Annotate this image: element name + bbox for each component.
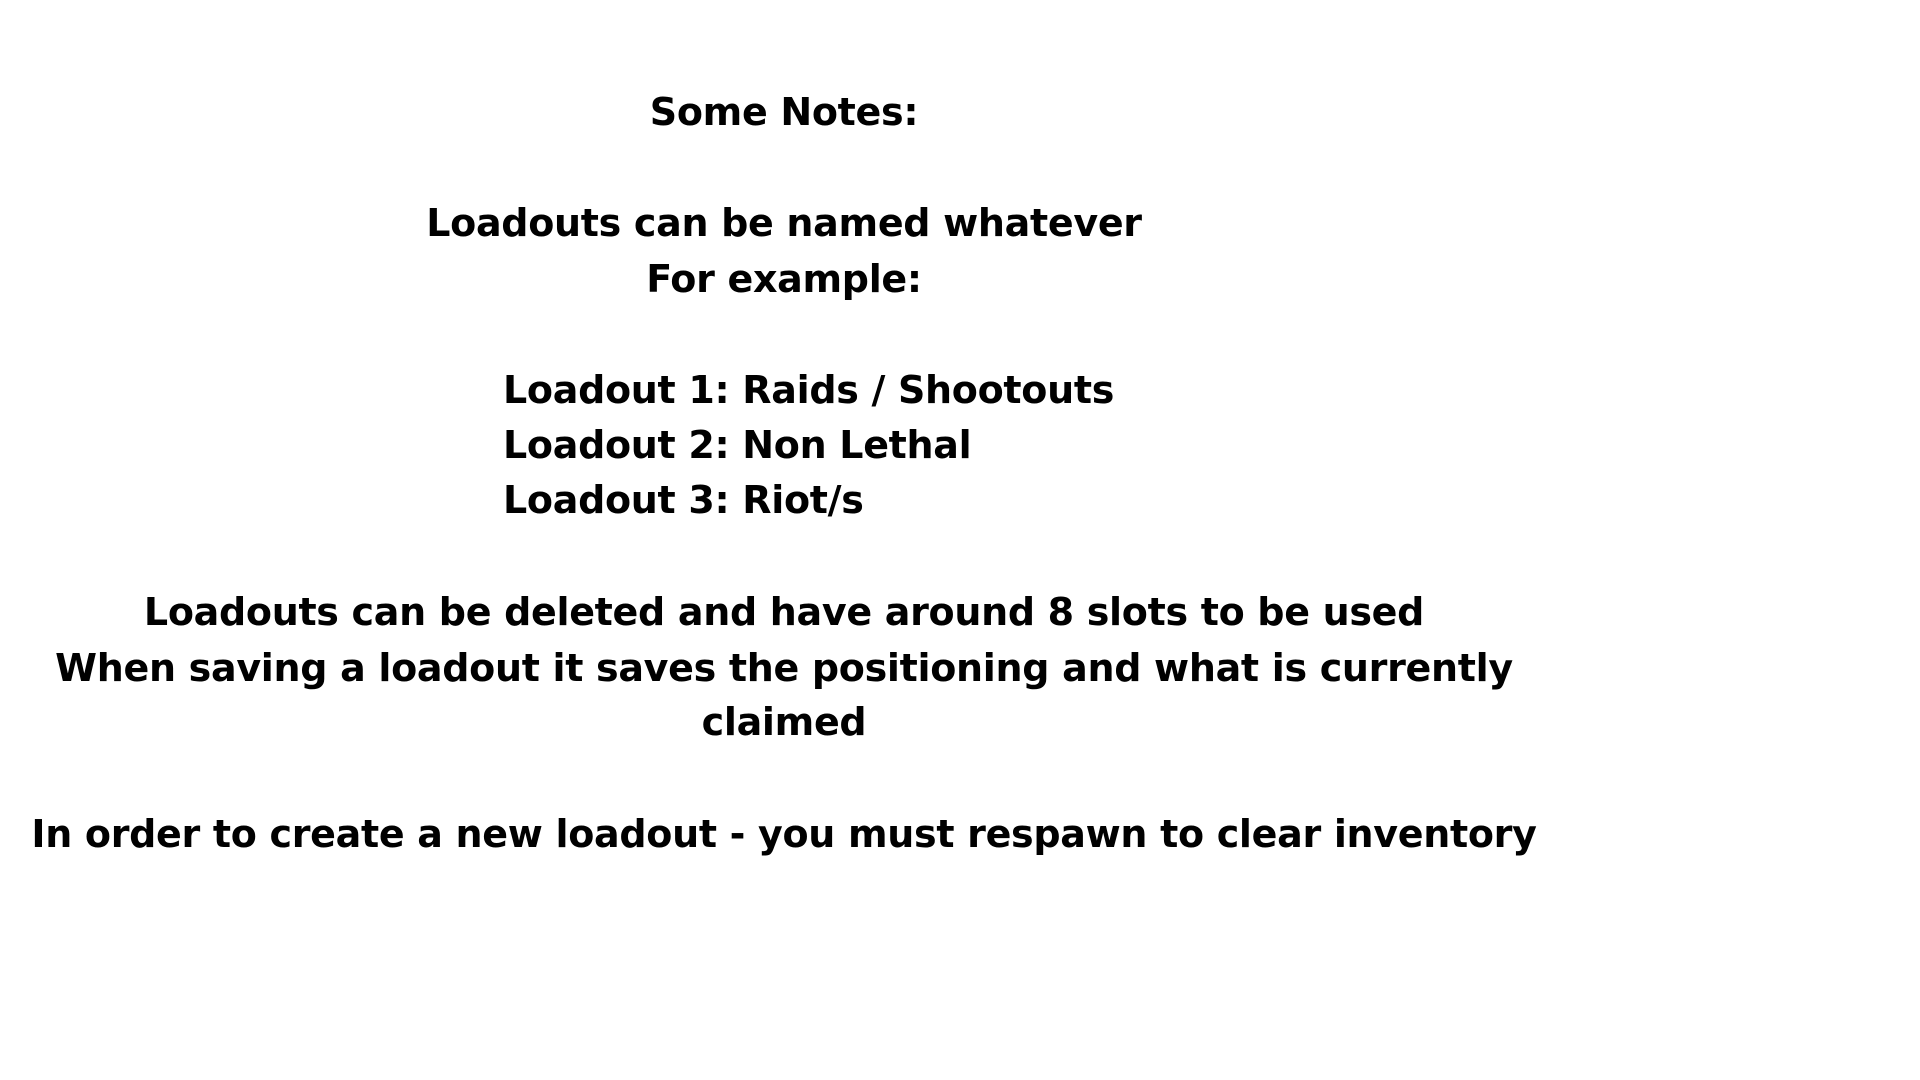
loadout-example-item: Loadout 3: Riot/s [503, 478, 864, 522]
example-intro: For example: [646, 257, 922, 301]
notes-heading: Some Notes: [649, 90, 919, 134]
loadout-example-item: Loadout 2: Non Lethal [503, 423, 972, 467]
saving-note-line: When saving a loadout it saves the positioning and what is currently [55, 646, 1513, 690]
naming-note: Loadouts can be named whatever [426, 201, 1142, 245]
deletion-slots-note: Loadouts can be deleted and have around 8 slots to be used [143, 590, 1425, 634]
loadout-example-item: Loadout 1: Raids / Shootouts [503, 368, 1115, 412]
respawn-note: In order to create a new loadout - you must respawn to clear inventory [31, 812, 1537, 856]
saving-note-continuation: claimed [701, 700, 867, 744]
